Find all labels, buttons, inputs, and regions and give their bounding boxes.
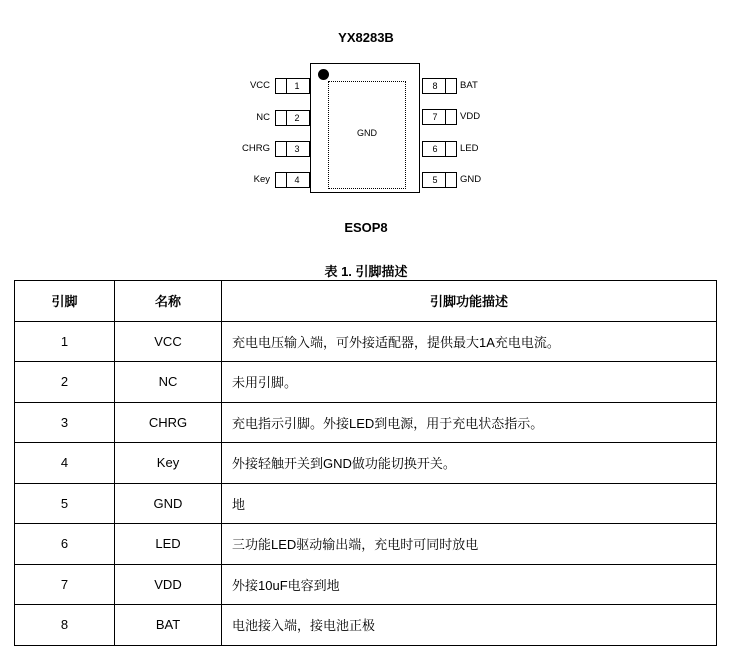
pin-8 — [422, 78, 457, 94]
pin-3 — [275, 141, 310, 157]
cell-pin: 4 — [15, 443, 115, 484]
pin-name-6: LED — [460, 143, 479, 154]
pin-number: 4 — [294, 175, 300, 185]
pin-number: 6 — [432, 144, 438, 154]
cell-description: 三功能LED驱动输出端，充电时可同时放电 — [222, 524, 717, 565]
pin-description-table — [14, 280, 717, 646]
cell-description: 充电指示引脚。外接LED到电源，用于充电状态指示。 — [222, 402, 717, 443]
pin-2 — [275, 110, 310, 126]
chip-title: YX8283B — [338, 30, 394, 45]
pin-6 — [422, 141, 457, 157]
cell-description: 未用引脚。 — [222, 362, 717, 403]
cell-description: 外接轻触开关到GND做功能切换开关。 — [222, 443, 717, 484]
table-row — [15, 605, 717, 646]
cell-description: 地 — [222, 483, 717, 524]
package-label: ESOP8 — [344, 220, 388, 235]
table-row — [15, 564, 717, 605]
pin-7 — [422, 109, 457, 125]
table-row — [15, 443, 717, 484]
cell-name: Key — [115, 443, 222, 484]
pin-number: 5 — [432, 175, 438, 185]
header-function: 引脚功能描述 — [222, 281, 717, 322]
table-row — [15, 402, 717, 443]
pin-name-5: GND — [460, 174, 482, 185]
pin-name-1: VCC — [249, 80, 270, 91]
cell-pin: 7 — [15, 564, 115, 605]
pin-name-8: BAT — [460, 80, 478, 91]
header-pin: 引脚 — [15, 281, 115, 322]
cell-name: VDD — [115, 564, 222, 605]
cell-pin: 6 — [15, 524, 115, 565]
cell-name: LED — [115, 524, 222, 565]
pin-name-3: CHRG — [242, 143, 270, 154]
cell-pin: 2 — [15, 362, 115, 403]
pin-number: 8 — [432, 81, 438, 91]
table-header-row — [15, 281, 717, 322]
cell-pin: 3 — [15, 402, 115, 443]
pad-label: GND — [357, 128, 377, 138]
pin-number: 7 — [432, 112, 438, 122]
table-caption: 表 1. 引脚描述 — [324, 264, 408, 279]
pin-name-2: NC — [256, 112, 270, 123]
cell-name: GND — [115, 483, 222, 524]
exposed-pad — [328, 81, 406, 189]
cell-description: 电池接入端，接电池正极 — [222, 605, 717, 646]
cell-description: 充电电压输入端，可外接适配器，提供最大1A充电电流。 — [222, 321, 717, 362]
chip-body — [310, 63, 420, 193]
pin1-indicator-dot — [318, 69, 329, 80]
cell-name: NC — [115, 362, 222, 403]
cell-pin: 8 — [15, 605, 115, 646]
table-row — [15, 362, 717, 403]
cell-name: CHRG — [115, 402, 222, 443]
pin-5 — [422, 172, 457, 188]
pin-4 — [275, 172, 310, 188]
table-row — [15, 524, 717, 565]
header-name: 名称 — [115, 281, 222, 322]
pin-number: 2 — [294, 113, 300, 123]
cell-name: BAT — [115, 605, 222, 646]
pin-1 — [275, 78, 310, 94]
table-row — [15, 483, 717, 524]
pin-name-4: Key — [253, 174, 270, 185]
pin-number: 3 — [294, 144, 300, 154]
cell-description: 外接10uF电容到地 — [222, 564, 717, 605]
cell-pin: 1 — [15, 321, 115, 362]
table-row — [15, 321, 717, 362]
cell-pin: 5 — [15, 483, 115, 524]
pin-number: 1 — [294, 81, 300, 91]
cell-name: VCC — [115, 321, 222, 362]
pin-name-7: VDD — [460, 111, 481, 122]
